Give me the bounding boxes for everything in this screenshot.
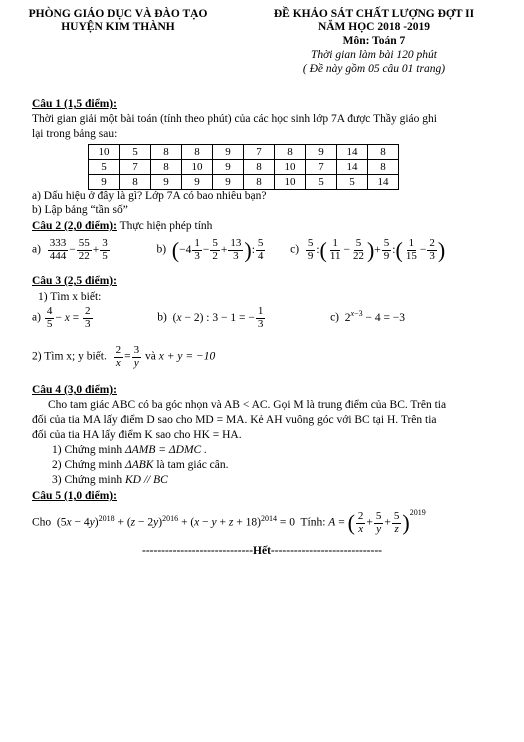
q1-text-2: lại trong bảng sau:	[32, 128, 118, 140]
q3-b-expression: (x − 2) : 3 − 1 = − $\frac{1}{3}$	[172, 305, 264, 330]
q4-task-2-end: là tam giác cân.	[153, 459, 229, 471]
q2-heading	[32, 220, 212, 232]
table-cell: 8	[368, 145, 399, 160]
q2-title: Câu 2 (2,0 điểm):	[32, 220, 117, 232]
q1-text-1: Thời gian giải một bài toán (tính theo phút) của các học sinh lớp 7A được Thầy giáo ghi	[32, 113, 437, 125]
data-table	[88, 144, 399, 190]
time-limit: Thời gian làm bài 120 phút	[311, 49, 437, 61]
q3-part-2-condition: x + y = −10	[158, 350, 216, 363]
table-cell: 9	[213, 145, 244, 160]
table-cell: 10	[275, 160, 306, 175]
q3-b-label: b)	[157, 311, 167, 324]
table-cell: 8	[275, 145, 306, 160]
table-cell: 8	[151, 160, 182, 175]
department-name: PHÒNG GIÁO DỤC VÀ ĐÀO TẠO	[28, 8, 208, 20]
q4-task-2	[52, 459, 229, 471]
subject: Môn: Toán 7	[342, 35, 406, 47]
table-row	[89, 160, 399, 175]
table-cell: 5	[120, 145, 151, 160]
q3-title: Câu 3 (2,5 điểm):	[32, 275, 117, 287]
table-cell: 9	[89, 175, 120, 190]
table-cell: 10	[275, 175, 306, 190]
q2-a-expression: $\frac{333}{444}$ − $\frac{55}{22}$ + $\frac{3}{5}$	[49, 237, 108, 262]
table-cell: 8	[368, 160, 399, 175]
table-cell: 9	[151, 175, 182, 190]
q4-task-3-math: KD // BC	[125, 474, 168, 486]
q3-c-expression: $2^{x-3} - 4 = -3$	[344, 308, 406, 324]
q4-task-3-label: 3) Chứng minh	[52, 474, 125, 486]
q4-task-1-label: 1) Chứng minh	[52, 444, 125, 456]
table-cell: 8	[120, 175, 151, 190]
q3-part-2-and: và	[144, 350, 156, 363]
table-cell: 9	[182, 175, 213, 190]
q5-title: Câu 5 (1,0 điểm):	[32, 490, 117, 502]
table-cell: 5	[306, 175, 337, 190]
table-cell: 14	[368, 175, 399, 190]
q3-a-expression: $\frac{4}{5}$ − x = $\frac{2}{3}$	[46, 305, 91, 330]
q1-part-b: b) Lập bảng “tần số”	[32, 204, 128, 216]
table-cell: 7	[306, 160, 337, 175]
table-cell: 9	[213, 175, 244, 190]
end-marker: -----------------------------Hết-----------------------------	[142, 545, 382, 557]
q3-expressions	[32, 306, 405, 330]
q2-expressions	[32, 238, 445, 262]
table-cell: 8	[244, 175, 275, 190]
table-cell: 9	[306, 145, 337, 160]
q2-b-expression: (−4 $\frac{1}{3}$ − $\frac{5}{2}$ + $\frac{13}{3}$ ): $\frac{5}{4}$	[171, 237, 264, 263]
q2-c-label: c)	[290, 243, 300, 256]
q4-text-1: Cho tam giác ABC có ba góc nhọn và AB < AC. Gọi M là trung điểm của BC. Trên tia	[48, 399, 447, 411]
table-cell: 9	[213, 160, 244, 175]
table-row	[89, 175, 399, 190]
q3-part-2-label: 2) Tìm x; y biết.	[32, 350, 107, 363]
q4-task-3	[52, 474, 168, 486]
table-cell: 8	[151, 145, 182, 160]
table-cell: 5	[89, 160, 120, 175]
q4-task-1	[52, 444, 207, 456]
q5-tinh: Tính:	[300, 516, 326, 529]
q1-title: Câu 1 (1,5 điểm):	[32, 98, 117, 110]
table-cell: 14	[337, 160, 368, 175]
q3-c-label: c)	[330, 311, 339, 324]
q2-b-label: b)	[156, 243, 167, 256]
q4-task-2-label: 2) Chứng minh	[52, 459, 125, 471]
q4-task-1-math: ΔAMB = ΔDMC .	[125, 444, 207, 456]
table-cell: 7	[244, 145, 275, 160]
q2-intro: Thực hiện phép tính	[116, 220, 213, 232]
q4-text-2: đối của tia MA lấy điểm D sao cho MD = MA. Kẻ AH vuông góc với BC tại H. Trên tia	[32, 414, 437, 426]
q4-task-2-math: ΔABK	[125, 459, 154, 471]
table-cell: 7	[120, 160, 151, 175]
table-cell: 10	[89, 145, 120, 160]
exam-title: ĐỀ KHẢO SÁT CHẤT LƯỢNG ĐỢT II	[273, 8, 475, 20]
q5-equation: Cho $(5x - 4y)^{2018} + (z - 2y)^{2016} + (x - y + z + 18)^{2014} = 0$ Tính: A = ( $\frac{2}{x}$ + $\frac{5}{y}$ + $\frac{5}{z}$ )$^{2019}$	[32, 507, 426, 536]
table-row	[89, 145, 399, 160]
q4-title: Câu 4 (3,0 điểm):	[32, 384, 117, 396]
table-cell: 14	[337, 145, 368, 160]
q3-part-1: 1) Tìm x biết:	[38, 291, 102, 303]
table-cell: 8	[182, 145, 213, 160]
q3-a-label: a)	[32, 311, 41, 324]
q5-cho: Cho	[32, 516, 52, 529]
table-cell: 8	[244, 160, 275, 175]
page-note: ( Đề này gồm 05 câu 01 trang)	[302, 63, 446, 75]
q2-a-label: a)	[32, 243, 41, 256]
table-cell: 10	[182, 160, 213, 175]
q1-part-a: a) Dấu hiệu ở đây là gì? Lớp 7A có bao nhiêu bạn?	[32, 190, 267, 202]
q4-text-3: đối của tia HA lấy điểm K sao cho HK = HA.	[32, 429, 242, 441]
district-name: HUYỆN KIM THÀNH	[61, 21, 175, 33]
q3-part-2: 2) Tìm x; y biết. $\frac{2}{x}$ = $\frac{3}{y}$ và x + y = −10	[32, 344, 216, 369]
table-cell: 5	[337, 175, 368, 190]
school-year: NĂM HỌC 2018 -2019	[317, 21, 431, 33]
q2-c-expression: $\frac{5}{9}$ :( $\frac{1}{11}$ − $\frac{5}{22}$ )+ $\frac{5}{9}$ :( $\frac{1}{15}$ − $\frac{2}{3}$ )	[307, 237, 446, 263]
